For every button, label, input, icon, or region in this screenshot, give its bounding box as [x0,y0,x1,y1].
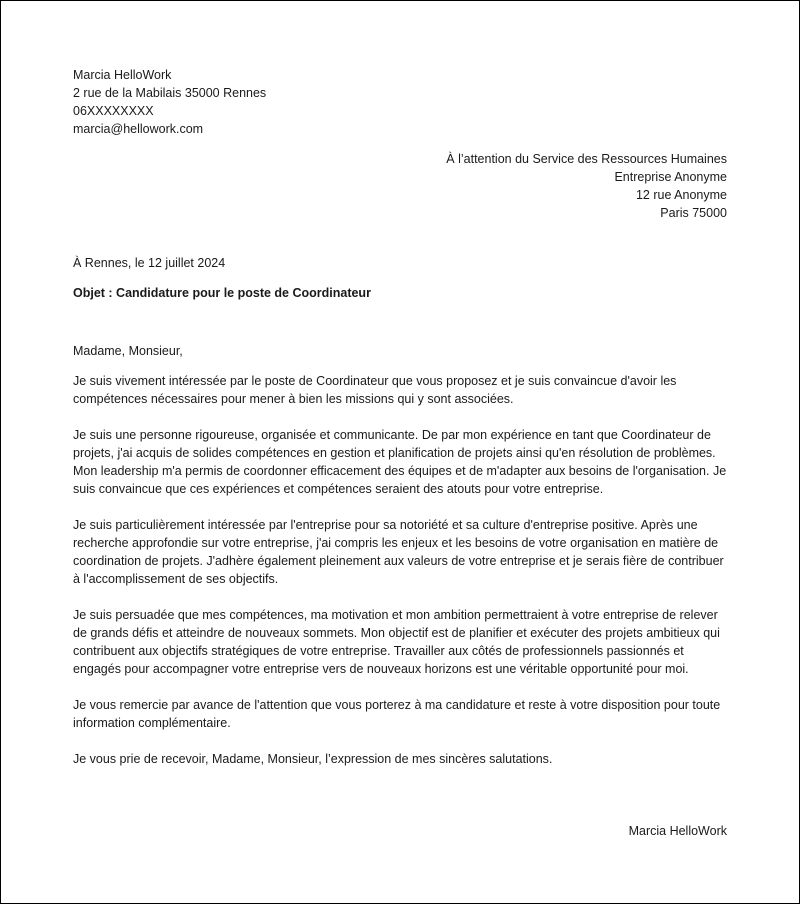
closing-paragraph: Je vous prie de recevoir, Madame, Monsieur, l’expression de mes sincères salutations. [73,752,553,766]
recipient-attention: À l’attention du Service des Ressources Humaines [446,152,727,166]
signature: Marcia HelloWork [628,824,727,838]
place-date: À Rennes, le 12 juillet 2024 [73,256,226,270]
greeting: Madame, Monsieur, [73,344,183,358]
recipient-company: Entreprise Anonyme [614,170,727,184]
body-paragraph: Je suis une personne rigoureuse, organisée et communicante. De par mon expérience en tant que Coordinateur de projets, j'ai acquis de solides compétences en gestion et planification de projets ainsi qu'en résolution de problèmes. Mon leadership m'a permis de coordonner efficacement des équipes et de m'adapter aux besoins de l'organisation. Je suis convaincue que ces expériences et compétences seraient des atouts pour votre entreprise. [73,428,727,496]
recipient-street: 12 rue Anonyme [635,188,727,202]
recipient-block [446,150,727,222]
sender-phone: 06XXXXXXXX [73,104,154,118]
body-paragraph: Je suis vivement intéressée par le poste de Coordinateur que vous proposez et je suis convaincue d'avoir les compétences nécessaires pour mener à bien les missions qui y sont associées. [73,374,677,406]
sender-email: marcia@hellowork.com [73,122,204,136]
sender-name: Marcia HelloWork [73,68,172,82]
body-paragraph: Je suis persuadée que mes compétences, ma motivation et mon ambition permettraient à votre entreprise de relever de grands défis et atteindre de nouveaux sommets. Mon objectif est de planifier et exécuter des projets ambitieux qui contribuent aux objectifs stratégiques de votre entreprise. Travailler aux côtés de professionnels passionnés et engagés pour accompagner votre entreprise vers de nouveaux horizons est une véritable opportunité pour moi. [73,608,720,676]
letter-body [73,342,733,786]
body-paragraph: Je suis particulièrement intéressée par l'entreprise pour sa notoriété et sa culture d'entreprise positive. Après une recherche approfondie sur votre entreprise, j'ai compris les enjeux et les besoins de votre organisation en matière de coordination de projets. J'adhère également pleinement aux valeurs de votre entreprise et je serais fière de contribuer à l'accomplissement de ses objectifs. [73,518,724,586]
subject-line: Objet : Candidature pour le poste de Coordinateur [73,286,371,300]
body-paragraph: Je vous remercie par avance de l'attention que vous porterez à ma candidature et reste à votre disposition pour toute information complémentaire. [73,698,721,730]
recipient-city: Paris 75000 [660,206,727,220]
sender-block [73,66,266,138]
sender-address: 2 rue de la Mabilais 35000 Rennes [73,86,267,100]
